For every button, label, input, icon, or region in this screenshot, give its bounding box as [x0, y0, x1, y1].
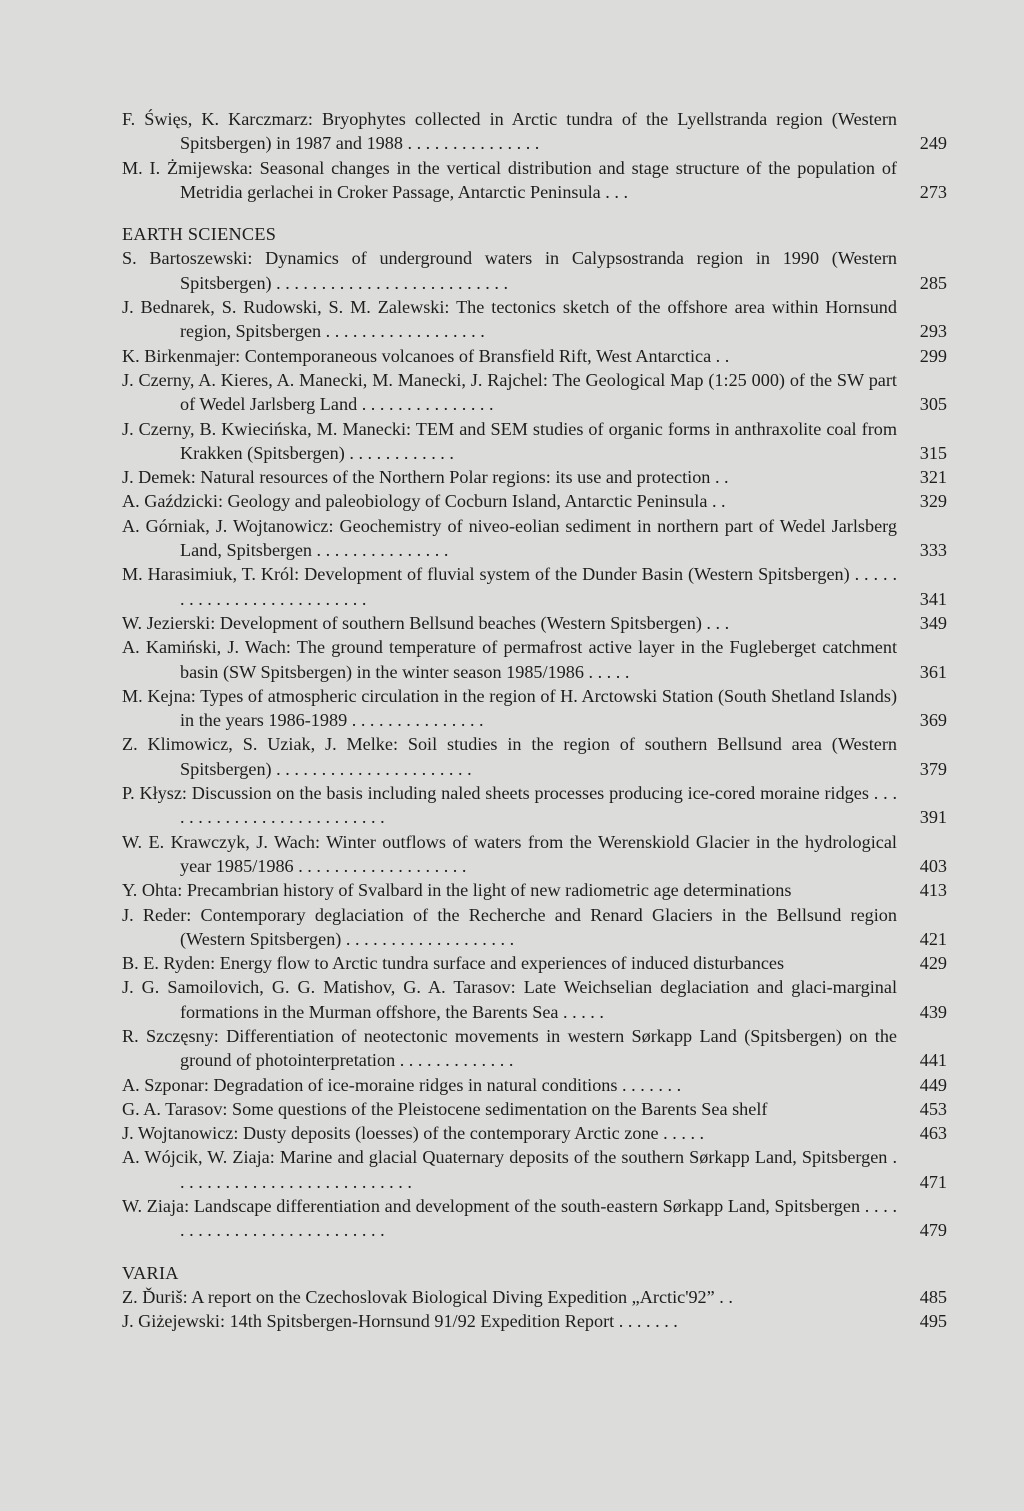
entry-title: J. Reder: Contemporary deglaciation of the Recherche and Renard Glaciers in the Bellsund region (Western Spitsbergen) . . . . . . . . . . . . . . . . . . . [122, 904, 897, 949]
toc-entry [122, 903, 947, 952]
entry-page-number: 333 [919, 540, 947, 561]
entry-page-number: 413 [919, 880, 947, 901]
entry-page-number: 341 [919, 588, 947, 609]
toc-entry [122, 732, 947, 781]
entry-page-number: 403 [919, 855, 947, 876]
entry-title: M. Kejna: Types of atmospheric circulation in the region of H. Arctowski Station (South Shetland Islands) in the years 1986-1989 . . . . . . . . . . . . . . . [122, 685, 897, 731]
entry-title: J. Bednarek, S. Rudowski, S. M. Zalewski: The tectonics sketch of the offshore area within Hornsund region, Spitsbergen . . . . . . . . . . . . . . . . . . [122, 297, 897, 342]
entry-title: B. E. Ryden: Energy flow to Arctic tundra surface and experiences of induced disturbances [122, 953, 785, 974]
toc-entry [122, 1285, 947, 1309]
entry-title: Y. Ohta: Precambrian history of Svalbard in the light of new radiometric age determinations [122, 880, 792, 901]
entry-title: W. Ziaja: Landscape differentiation and development of the south-eastern Sørkapp Land, Spitsbergen . . . . . . . . . . . . . . . . . . . . . . . . . . . [122, 1196, 897, 1241]
entry-page-number: 369 [919, 710, 947, 731]
toc-entry [122, 489, 947, 513]
entry-title: J. G. Samoilovich, G. G. Matishov, G. A. Tarasov: Late Weichselian deglaciation and glaci-marginal formations in the Murman offshore, the Barents Sea . . . . . [122, 977, 897, 1022]
toc-entry [122, 344, 947, 368]
toc-entry [122, 1073, 947, 1097]
entry-page-number: 293 [919, 321, 947, 342]
entry-title: F. Święs, K. Karczmarz: Bryophytes collected in Arctic tundra of the Lyellstranda region (Western Spitsbergen) in 1987 and 1988 . . . . . . . . . . . . . . . [122, 109, 897, 154]
toc-entry [122, 156, 947, 205]
table-of-contents [122, 107, 947, 1334]
toc-entry [122, 611, 947, 635]
toc-entry [122, 514, 947, 563]
entry-title: Z. Ďuriš: A report on the Czechoslovak Biological Diving Expedition „Arctic'92” . . [122, 1286, 733, 1307]
entry-title: A. Kamiński, J. Wach: The ground temperature of permafrost active layer in the Fugleberget catchment basin (SW Spitsbergen) in the winter season 1985/1986 . . . . . [122, 637, 897, 682]
entry-page-number: 329 [919, 491, 947, 512]
entry-title: A. Gaździcki: Geology and paleobiology of Cocburn Island, Antarctic Peninsula . . [122, 491, 726, 512]
entry-title: A. Szponar: Degradation of ice-moraine ridges in natural conditions . . . . . . . [122, 1074, 682, 1095]
entry-title: R. Szczęsny: Differentiation of neotectonic movements in western Sørkapp Land (Spitsbergen) on the ground of photointerpretation . . . . . . . . . . . . . [122, 1025, 897, 1071]
entry-page-number: 449 [919, 1074, 947, 1095]
toc-entry [122, 295, 947, 344]
entry-page-number: 421 [919, 928, 947, 949]
toc-entry [122, 417, 947, 466]
toc-entry [122, 1121, 947, 1145]
toc-entry [122, 1194, 947, 1243]
entry-page-number: 285 [919, 272, 947, 293]
entry-page-number: 361 [919, 661, 947, 682]
toc-entry [122, 781, 947, 830]
toc-entry [122, 684, 947, 733]
entry-page-number: 273 [919, 181, 947, 202]
entry-title: A. Górniak, J. Wojtanowicz: Geochemistry of niveo-eolian sediment in northern part of Wedel Jarlsberg Land, Spitsbergen . . . . . . . . . . . . . . . [122, 515, 897, 561]
entry-title: M. I. Żmijewska: Seasonal changes in the vertical distribution and stage structure of the population of Metridia gerlachei in Croker Passage, Antarctic Peninsula . . . [122, 157, 897, 202]
entry-title: A. Wójcik, W. Ziaja: Marine and glacial Quaternary deposits of the southern Sørkapp Land, Spitsbergen . . . . . . . . . . . . . . . . . . . . . . . . . . . [122, 1147, 897, 1192]
toc-entry [122, 878, 947, 902]
toc-entry [122, 635, 947, 684]
toc-entry [122, 1309, 947, 1333]
entry-page-number: 299 [919, 345, 947, 366]
entry-page-number: 379 [919, 758, 947, 779]
entry-page-number: 439 [919, 1001, 947, 1022]
toc-entry [122, 1024, 947, 1073]
entry-title: J. Demek: Natural resources of the Northern Polar regions: its use and protection . . [122, 467, 729, 488]
entry-page-number: 249 [919, 133, 947, 154]
entry-page-number: 479 [919, 1220, 947, 1241]
toc-entry [122, 951, 947, 975]
toc-entry [122, 107, 947, 156]
entry-page-number: 495 [919, 1311, 947, 1332]
toc-entry [122, 1097, 947, 1121]
entry-title: J. Czerny, A. Kieres, A. Manecki, M. Manecki, J. Rajchel: The Geological Map (1:25 000) of the SW part of Wedel Jarlsberg Land . . . . . . . . . . . . . . . [122, 369, 897, 415]
entry-title: K. Birkenmajer: Contemporaneous volcanoes of Bransfield Rift, West Antarctica . . [122, 345, 730, 366]
entry-title: W. E. Krawczyk, J. Wach: Winter outflows of waters from the Werenskiold Glacier in the hydrological year 1985/1986 . . . . . . . . . . . . . . . . . . . [122, 831, 897, 876]
entry-page-number: 349 [919, 612, 947, 633]
section-heading: EARTH SCIENCES [122, 224, 277, 245]
entry-page-number: 305 [919, 394, 947, 415]
entry-title: G. A. Tarasov: Some questions of the Pleistocene sedimentation on the Barents Sea shelf [122, 1098, 768, 1119]
toc-entry [122, 562, 947, 611]
entry-page-number: 471 [919, 1171, 947, 1192]
entry-page-number: 315 [919, 442, 947, 463]
entry-page-number: 429 [919, 953, 947, 974]
entry-page-number: 321 [919, 467, 947, 488]
toc-entry [122, 975, 947, 1024]
toc-entry [122, 465, 947, 489]
entry-title: J. Wojtanowicz: Dusty deposits (loesses) of the contemporary Arctic zone . . . . . [122, 1123, 705, 1144]
entry-page-number: 391 [919, 807, 947, 828]
entry-title: P. Kłysz: Discussion on the basis including naled sheets processes producing ice-cored moraine ridges . . . . . . . . . . . . . . . . . . . . . . . . . . [122, 783, 897, 828]
entry-title: Z. Klimowicz, S. Uziak, J. Melke: Soil studies in the region of southern Bellsund area (Western Spitsbergen) . . . . . . . . . . . . . . . . . . . . . . [122, 734, 897, 779]
entry-title: W. Jezierski: Development of southern Bellsund beaches (Western Spitsbergen) . . . [122, 612, 730, 633]
entry-title: M. Harasimiuk, T. Król: Development of fluvial system of the Dunder Basin (Western Spitsbergen) . . . . . . . . . . . . . . . . . . . . . . . . . . [122, 564, 897, 609]
toc-entry [122, 246, 947, 295]
toc-entry [122, 830, 947, 879]
section-heading: VARIA [122, 1262, 179, 1283]
entry-page-number: 441 [919, 1050, 947, 1071]
entry-page-number: 463 [919, 1123, 947, 1144]
toc-entry [122, 368, 947, 417]
entry-title: S. Bartoszewski: Dynamics of underground waters in Calypsostranda region in 1990 (Western Spitsbergen) . . . . . . . . . . . . . . . . . . . . . . . . . . [122, 248, 897, 293]
entry-page-number: 485 [919, 1286, 947, 1307]
toc-entry [122, 1145, 947, 1194]
entry-title: J. Czerny, B. Kwiecińska, M. Manecki: TEM and SEM studies of organic forms in anthraxolite coal from Krakken (Spitsbergen) . . . . . . . . . . . . [122, 418, 897, 463]
entry-page-number: 453 [919, 1098, 947, 1119]
entry-title: J. Giżejewski: 14th Spitsbergen-Hornsund 91/92 Expedition Report . . . . . . . [122, 1311, 678, 1332]
